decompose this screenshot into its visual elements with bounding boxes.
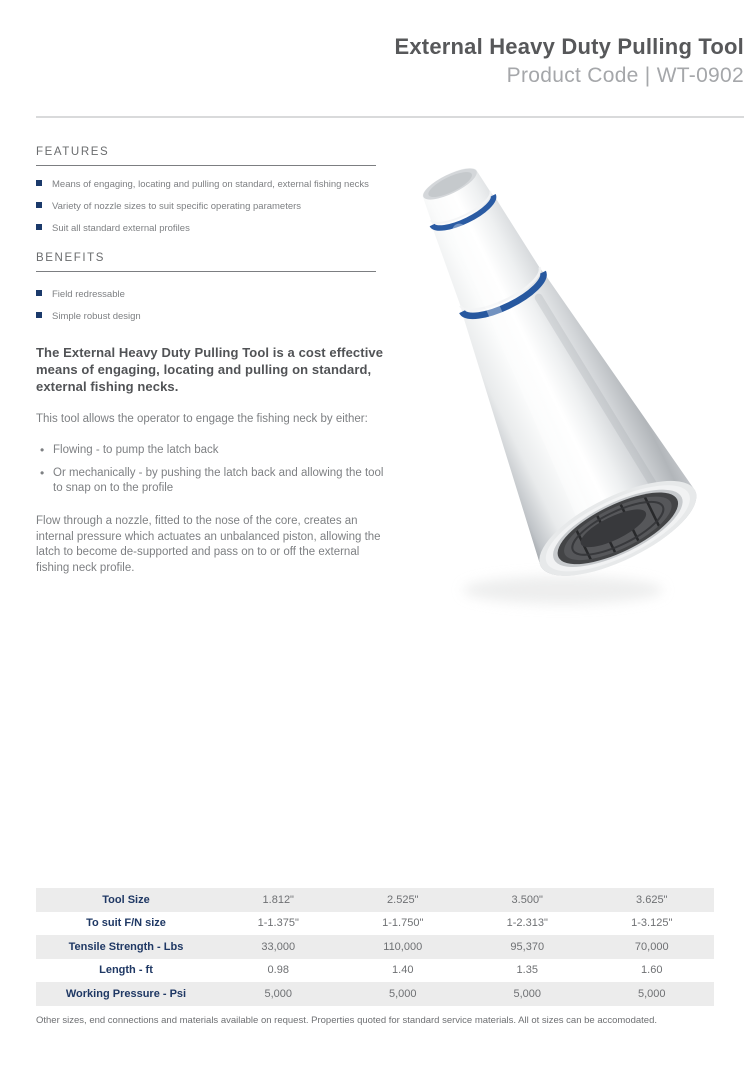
table-cell: 1.35 [516, 964, 538, 977]
detail-paragraph: Flow through a nozzle, fitted to the nose of the core, creates an internal pressure which actuates an unbalanced piston, allowing the latch to become de-supported and pass on to or off the external fishing neck profile. [36, 515, 381, 574]
table-cell: 3.500" [511, 893, 543, 906]
benefit-item-label: Simple robust design [52, 311, 141, 322]
lead-paragraph: This tool allows the operator to engage the fishing neck by either: [36, 413, 368, 425]
page-title: External Heavy Duty Pulling Tool [394, 34, 744, 59]
table-cell: 5,000 [513, 987, 542, 1000]
header-divider [36, 116, 744, 118]
table-cell: 95,370 [510, 940, 545, 953]
table-row [36, 982, 714, 1006]
square-bullet-icon [36, 202, 42, 208]
benefit-item [36, 311, 141, 322]
table-cell: 5,000 [264, 987, 293, 1000]
features-divider [36, 165, 376, 166]
square-bullet-icon [36, 290, 42, 296]
table-cell: 1.812" [262, 893, 294, 906]
row-label: Working Pressure - Psi [65, 987, 187, 1000]
dot-bullet-icon: • [40, 443, 45, 457]
method-item-label: Flowing - to pump the latch back [53, 444, 219, 456]
square-bullet-icon [36, 312, 42, 318]
square-bullet-icon [36, 180, 42, 186]
table-cell: 1-3.125" [631, 917, 673, 930]
benefits-divider [36, 271, 376, 272]
table-row [36, 888, 714, 912]
feature-item-label: Variety of nozzle sizes to suit specific operating parameters [52, 201, 302, 212]
row-label: Tensile Strength - Lbs [68, 940, 184, 953]
table-cell: 1-1.750" [382, 917, 424, 930]
table-row [36, 935, 714, 959]
feature-item [36, 179, 369, 190]
product-image [388, 148, 746, 633]
method-item [40, 443, 390, 459]
table-cell: 33,000 [261, 940, 296, 953]
table-cell: 70,000 [634, 940, 669, 953]
row-label: To suit F/N size [86, 917, 166, 930]
row-label: Length - ft [99, 964, 153, 977]
table-cell: 5,000 [637, 987, 666, 1000]
table-cell: 0.98 [267, 964, 289, 977]
row-label: Tool Size [102, 893, 150, 906]
method-item [40, 466, 390, 497]
benefit-item-label: Field redressable [52, 289, 125, 300]
feature-item-label: Means of engaging, locating and pulling on standard, external fishing necks [52, 179, 369, 190]
dot-bullet-icon: • [40, 465, 45, 480]
engage-methods-list [40, 443, 390, 504]
product-code: Product Code | WT-0902 [506, 64, 744, 87]
table-cell: 110,000 [383, 940, 423, 953]
intro-paragraph: The External Heavy Duty Pulling Tool is a cost effective means of engaging, locating and pulling on standard, external fishing necks. [36, 345, 384, 394]
table-cell: 1.40 [392, 964, 414, 977]
table-cell: 1-1.375" [257, 917, 299, 930]
footer-note: Other sizes, end connections and materials available on request. Properties quoted for standard service materials. All ot sizes can be accomodated. [36, 1015, 658, 1026]
table-cell: 2.525" [387, 893, 419, 906]
table-cell: 5,000 [388, 987, 417, 1000]
table-row [36, 912, 714, 936]
header [394, 34, 744, 88]
method-item-label: Or mechanically - by pushing the latch back and allowing the tool to snap on to the profile [53, 466, 384, 494]
feature-item [36, 223, 369, 234]
table-cell: 1.60 [641, 964, 663, 977]
benefits-list [36, 289, 141, 333]
benefit-item [36, 289, 141, 300]
feature-item-label: Suit all standard external profiles [52, 223, 190, 234]
square-bullet-icon [36, 224, 42, 230]
features-heading: FEATURES [36, 146, 110, 158]
benefits-heading: BENEFITS [36, 252, 106, 264]
tool-shadow [463, 576, 663, 604]
spec-table [36, 888, 714, 1006]
table-row [36, 959, 714, 983]
features-list [36, 179, 369, 245]
table-cell: 3.625" [636, 893, 668, 906]
table-cell: 1-2.313" [506, 917, 548, 930]
feature-item [36, 201, 369, 212]
